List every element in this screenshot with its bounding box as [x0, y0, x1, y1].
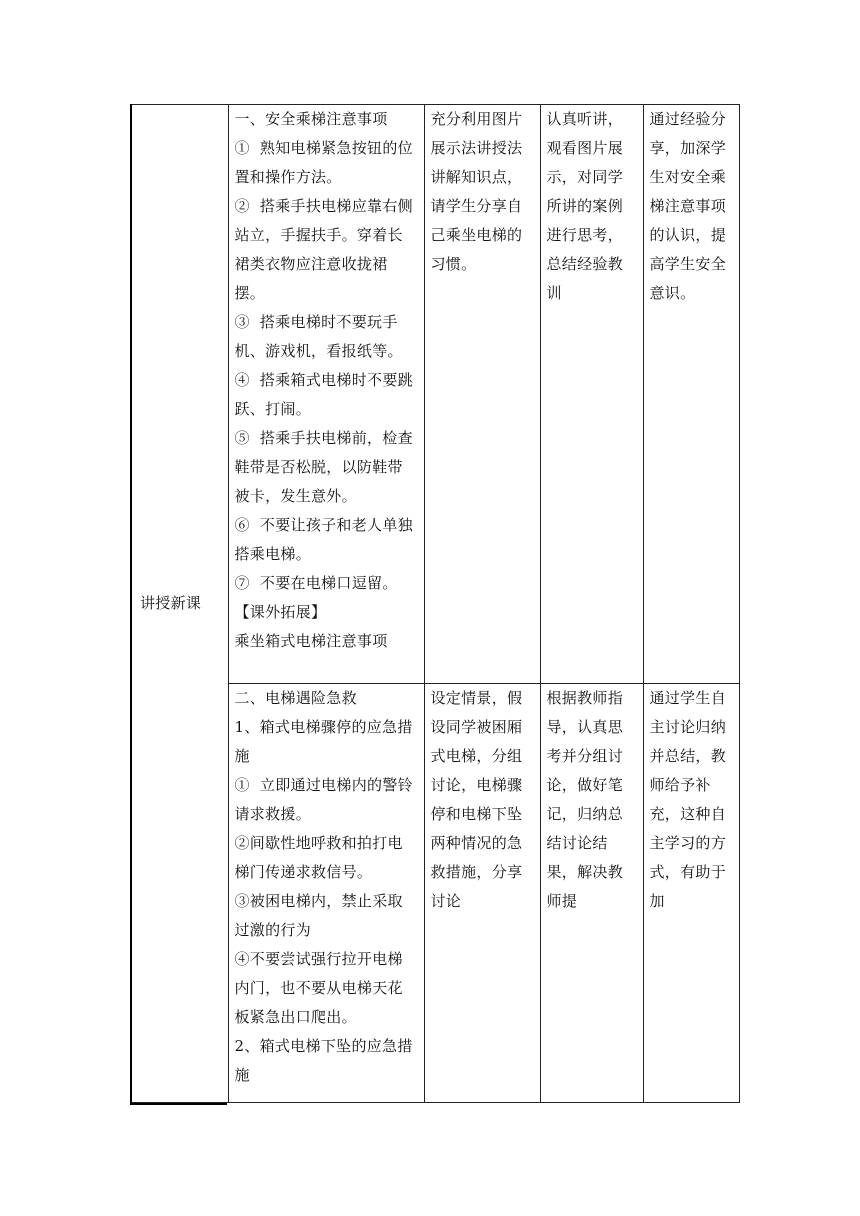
table-row	[131, 105, 739, 684]
teacher-activity-cell-2	[424, 684, 540, 1103]
content-line: ① 立即通过电梯内的警铃请求救援。	[234, 776, 413, 823]
content-line: ⑤ 搭乘手扶电梯前，检查鞋带是否松脱，以防鞋带被卡，发生意外。	[234, 429, 413, 505]
lesson-plan-table	[130, 104, 740, 1103]
teacher-activity-text: 充分利用图片展示法讲授法讲解知识点，请学生分享自己乘坐电梯的习惯。	[430, 110, 523, 273]
content-line: ②间歇性地呼救和拍打电梯门传递求救信号。	[234, 834, 403, 881]
design-intent-text: 通过经验分享，加深学生对安全乘梯注意事项的认识，提高学生安全意识。	[649, 110, 727, 302]
design-intent-cell-2	[643, 684, 739, 1103]
content-cell-1	[228, 105, 424, 684]
content-line: 乘坐箱式电梯注意事项	[234, 632, 388, 650]
stage-label: 讲授新课	[140, 594, 202, 612]
content-line: 二、电梯遇险急救	[234, 689, 357, 707]
teacher-activity-cell-1	[424, 105, 540, 684]
student-activity-cell-2	[540, 684, 643, 1103]
design-intent-cell-1	[643, 105, 739, 684]
student-activity-cell-1	[540, 105, 643, 684]
design-intent-text: 通过学生自主讨论归纳并总结，教师给予补充，这种自主学习的方式，有助于加	[649, 689, 727, 910]
stage-cell	[131, 105, 228, 1103]
content-cell-2	[228, 684, 424, 1103]
content-line: ⑥ 不要让孩子和老人单独搭乘电梯。	[234, 516, 413, 563]
content-line: ④不要尝试强行拉开电梯内门，也不要从电梯天花板紧急出口爬出。	[234, 950, 403, 1026]
content-line: ③ 搭乘电梯时不要玩手机、游戏机，看报纸等。	[234, 313, 403, 360]
content-line: 【课外拓展】	[234, 603, 327, 621]
content-line: ③被困电梯内，禁止采取过激的行为	[234, 892, 403, 939]
content-line: ④ 搭乘箱式电梯时不要跳跃、打闹。	[234, 371, 413, 418]
content-line: 2、箱式电梯下坠的应急措施	[234, 1037, 413, 1084]
table-bottom-rule	[130, 1103, 227, 1105]
content-line: ① 熟知电梯紧急按钮的位置和操作方法。	[234, 139, 413, 186]
teacher-activity-text: 设定情景，假设同学被困厢式电梯，分组讨论，电梯骤停和电梯下坠两种情况的急救措施，分享讨论	[430, 689, 523, 910]
student-activity-text: 根据教师指导，认真思考并分组讨论，做好笔记，归纳总结讨论结果，解决教师提	[546, 689, 624, 910]
student-activity-text: 认真听讲，观看图片展示，对同学所讲的案例进行思考，总结经验教训	[546, 110, 624, 302]
content-line: ② 搭乘手扶电梯应靠右侧站立，手握扶手。穿着长裙类衣物应注意收拢裙摆。	[234, 197, 413, 302]
content-line: 1、箱式电梯骤停的应急措施	[234, 718, 413, 765]
content-line: ⑦ 不要在电梯口逗留。	[234, 574, 398, 592]
content-line: 一、安全乘梯注意事项	[234, 110, 388, 128]
